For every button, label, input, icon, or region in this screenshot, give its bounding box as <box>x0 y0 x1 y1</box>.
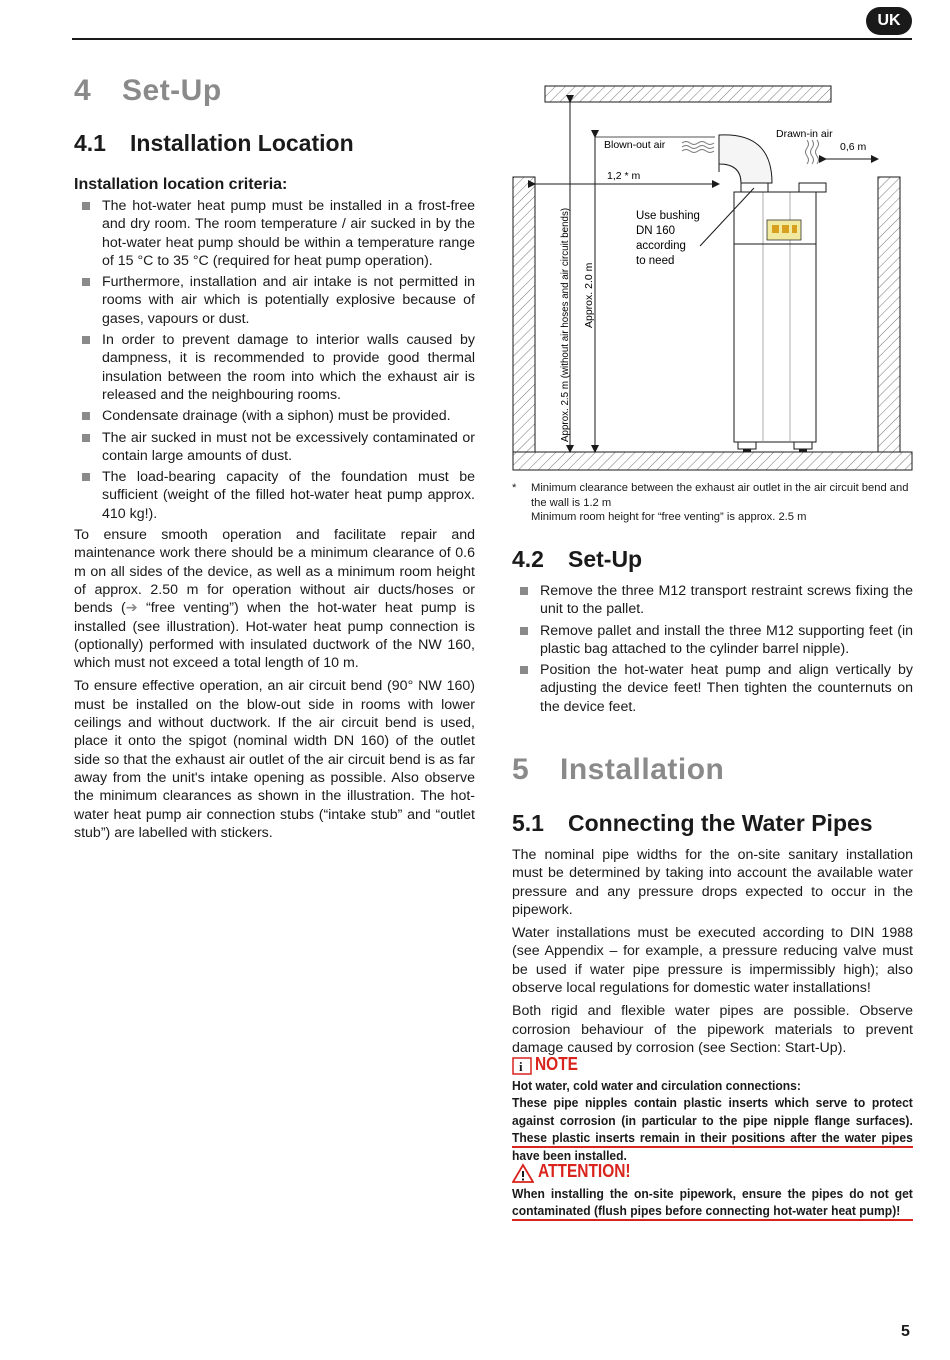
section-number: 5.1 <box>512 810 544 836</box>
drawn-in-air-arrows <box>806 140 819 164</box>
note-text <box>512 1077 913 1164</box>
list-item: The air sucked in must not be excessively contaminated or contain large amounts of dust. <box>74 429 475 466</box>
section-5-heading <box>512 753 724 787</box>
bullet-square-icon <box>520 627 528 635</box>
bushing-label: Use bushing DN 160 according to need <box>636 210 700 267</box>
list-item: Position the hot-water heat pump and align vertically by adjusting the device feet! Then tighten the counternuts on the device feet. <box>512 661 913 716</box>
bullet-square-icon <box>82 202 90 210</box>
paragraph: Water installations must be executed according to DIN 1988 (see Appendix – for example, a pressure reducing valve must be used if water pipe pressure is impermissibly high); also observe local regulations for domestic water installations! <box>512 925 913 997</box>
warning-triangle-icon <box>512 1163 534 1183</box>
section-number: 4 <box>74 74 92 107</box>
country-badge: UK <box>866 7 912 35</box>
blown-out-air-arrows <box>682 142 714 153</box>
section-number: 5 <box>512 753 530 786</box>
right-wall <box>878 177 900 452</box>
arrow-right-icon: ➔ <box>125 600 138 617</box>
note-body: These pipe nipples contain plastic inserts which serve to protect against corrosion (in particular to the pipe nipple flange surfaces). These plastic inserts remain in their positions after the water pipes have been installed. <box>512 1095 913 1163</box>
section-number: 4.2 <box>512 546 544 572</box>
drawn-in-air-label: Drawn-in air <box>776 128 833 140</box>
note-rule <box>512 1146 913 1148</box>
list-item: Remove the three M12 transport restraint screws fixing the unit to the pallet. <box>512 582 913 619</box>
diagram-footnote <box>512 481 913 525</box>
section-4-1-heading <box>74 130 354 157</box>
list-item: The hot-water heat pump must be installed in a frost-free and dry room. The room temperature / air sucked in by the hot-water heat pump should be within a temperature range of 15 °C to 35 °C (required for heat pump operation). <box>74 197 475 270</box>
top-clearance-label: 1,2 * m <box>607 170 641 182</box>
section-4-heading <box>74 74 222 108</box>
bullet-square-icon <box>520 587 528 595</box>
criteria-list <box>74 197 475 523</box>
bullet-square-icon <box>82 278 90 286</box>
air-bend-paragraph: To ensure effective operation, an air circuit bend (90° NW 160) must be installed on the blow-out side in rooms with lower ceilings and without ductwork. If the air circuit bend is used, place it onto the spigot (nominal width DN 160) of the outlet side so that the exhaust air outlet of the air circuit bend is as far away from the unit's intake opening as possible. Also observe the minimum clearances as shown in the illustration. The hot-water heat pump air connection stubs (“intake stub” and “outlet stub”) are labelled with stickers. <box>74 678 475 841</box>
installation-clearance-diagram <box>510 82 915 477</box>
floor <box>513 452 912 470</box>
list-item: The load-bearing capacity of the foundation must be sufficient (weight of the filled hot-water heat pump approx. 410 kg!). <box>74 468 475 523</box>
bullet-square-icon <box>82 336 90 344</box>
section-title: Set-Up <box>568 546 643 572</box>
section-5-1-heading <box>512 810 873 837</box>
paragraph: Both rigid and flexible water pipes are possible. Observe corrosion behaviour of the pipework materials to prevent damage caused by corrosion (see Section: Start-Up). <box>512 1003 913 1056</box>
section-title: Set-Up <box>122 74 222 107</box>
attention-title: ATTENTION! <box>538 1161 631 1181</box>
footnote-line: Minimum room height for “free venting” is approx. 2.5 m <box>531 511 807 523</box>
section-title: Connecting the Water Pipes <box>568 810 873 836</box>
svg-text:i: i <box>519 1059 523 1074</box>
section-title: Installation <box>560 753 725 786</box>
list-item: Furthermore, installation and air intake is not permitted in rooms with air which is potentially explosive because of gases, vapours or dust. <box>74 273 475 328</box>
section-number: 4.1 <box>74 130 106 156</box>
installation-location-body <box>74 197 475 847</box>
bullet-square-icon <box>82 473 90 481</box>
attention-rule <box>512 1219 913 1221</box>
list-item: Remove pallet and install the three M12 supporting feet (in plastic bag attached to the cylinder barrel nipple). <box>512 622 913 659</box>
left-wall <box>513 177 535 452</box>
clearance-paragraph: To ensure smooth operation and facilitate repair and maintenance work there should be a minimum clearance of 0.6 m on all sides of the device, as well as a minimum room height of approx. 2.50 m for operation without air ducts/hoses or bends (➔ “free venting”) when the hot-water heat pump is installed (see illustration). Hot-water heat pump connection is (optionally) performed with insulated ductwork of the NW 160, which must not exceed a total length of 10 m. <box>74 527 475 672</box>
note-heading: Hot water, cold water and circulation connections: <box>512 1078 801 1093</box>
bullet-square-icon <box>520 666 528 674</box>
header-rule <box>72 38 912 40</box>
water-pipes-body <box>512 846 913 1062</box>
criteria-subheading: Installation location criteria: <box>74 176 288 193</box>
list-item: Condensate drainage (with a siphon) must be provided. <box>74 407 475 425</box>
bullet-square-icon <box>82 434 90 442</box>
blown-out-air-label: Blown-out air <box>604 139 666 151</box>
page-number: 5 <box>901 1323 910 1340</box>
side-clearance-label: 0,6 m <box>840 141 867 153</box>
ceiling <box>545 86 831 102</box>
heat-pump-unit <box>734 183 826 452</box>
bullet-square-icon <box>82 412 90 420</box>
footnote-marker: * <box>512 482 517 494</box>
inner-height-label: Approx. 2.0 m <box>583 262 595 328</box>
footnote-line: Minimum clearance between the exhaust air outlet in the air circuit bend and the wall is 1.2 m <box>531 482 909 509</box>
outer-height-label: Approx. 2.5 m (without air hoses and air circuit bends) <box>560 207 571 442</box>
section-title: Installation Location <box>130 130 354 156</box>
setup-list <box>512 582 913 716</box>
section-4-2-heading <box>512 546 642 573</box>
note-title: NOTE <box>535 1054 579 1074</box>
list-item: In order to prevent damage to interior walls caused by dampness, it is recommended to provide good thermal insulation between the room into which the exhaust air is released and the neighbouring rooms. <box>74 331 475 404</box>
attention-body: When installing the on-site pipework, ensure the pipes do not get contaminated (flush pipes before connecting hot-water heat pump)! <box>512 1186 913 1219</box>
info-icon <box>512 1057 532 1075</box>
paragraph: The nominal pipe widths for the on-site sanitary installation must be determined by taking into account the available water pressure and any pressure drops expected to occur in the pipework. <box>512 847 913 918</box>
setup-steps <box>512 582 913 719</box>
